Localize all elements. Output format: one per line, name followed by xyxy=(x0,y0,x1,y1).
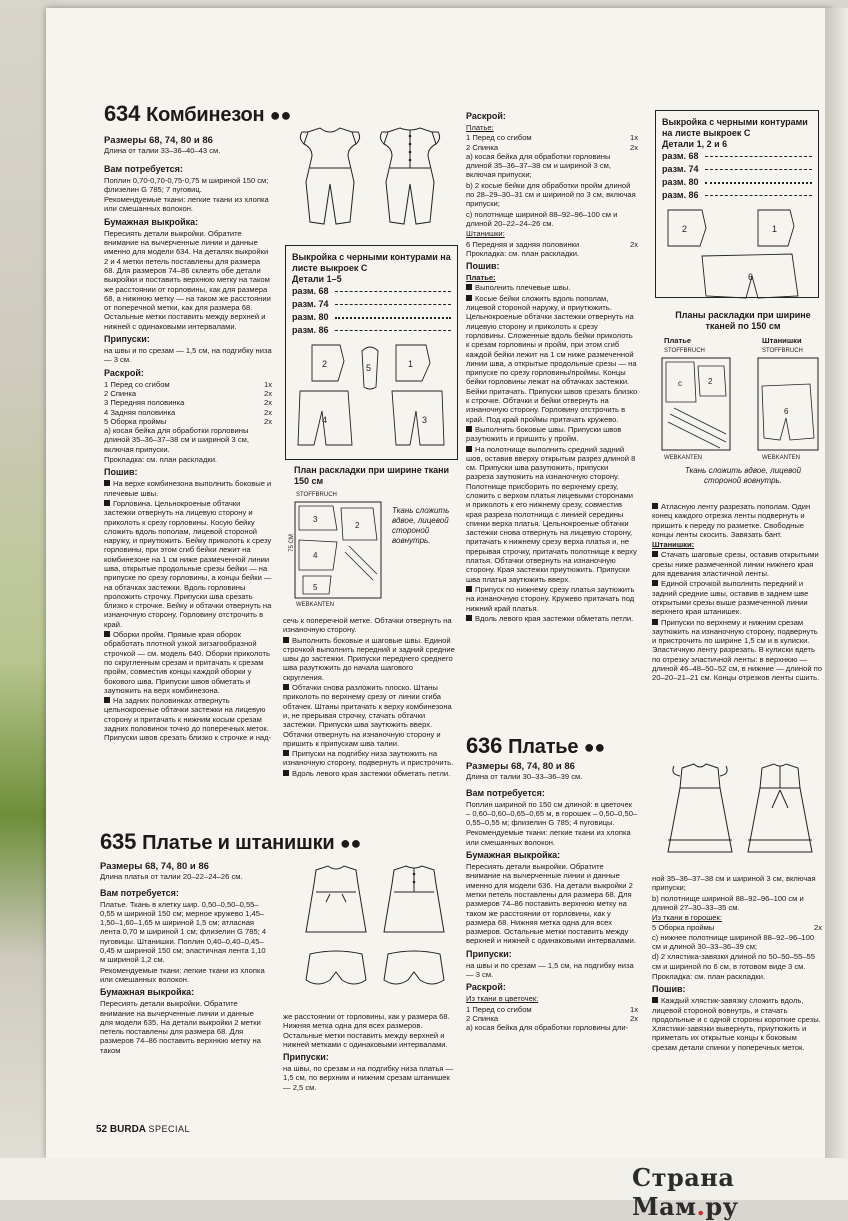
svg-text:2: 2 xyxy=(355,521,360,530)
cut-item: 1 Перед со сгибом 1x xyxy=(466,1004,638,1014)
sewing-heading: Пошив: xyxy=(104,467,138,478)
selvage-label: WEBKANTEN xyxy=(296,602,335,608)
cut-item: 6 Передняя и задняя половинки 2x xyxy=(466,239,638,249)
sewing-step: Припуски по верхнему и нижним срезам заутюжить на изнаночную сторону, подвернуть и пристрочить по ширине 1,5 см и в кулиски. Эластичную ленту разрезать. В кулиски вдеть по отрезку эластичной ленты: в верхнюю — длиной 46–48–50–52 см, в нижние — длиной по 20–20–21–21 см. Концы отрезков ленты сшить. xyxy=(652,617,823,683)
sewing-step: Выполнить боковые и шаговые швы. Единой строчкой выполнить передний и задний средние швы до застежки. Припуски переднего среднего шва разутюжить до начала шагового скругления. xyxy=(283,635,455,682)
pattern-box-title: Выкройка с черными контурами на листе выкроек С xyxy=(292,252,451,273)
cut-item: 3 Передняя половинка 2x xyxy=(104,398,272,408)
sewing-step: Стачать шаговые срезы, оставив открытыми срезы ниже размеченной линии нижнего края для вдевания эластичной ленты. xyxy=(652,550,819,579)
svg-text:c: c xyxy=(678,379,682,388)
cut-note: а) косая бейка для обработки горловины длиной 35–36–37–38 см и шириной 3 см, включая припуски. xyxy=(104,426,249,454)
dress-636-drawing xyxy=(660,760,820,860)
model-634-column-left xyxy=(104,136,272,744)
page-edge-shadow xyxy=(825,8,848,1158)
svg-text:4: 4 xyxy=(313,551,318,560)
cut-note-c: с) полотнище шириной 88–92–96–100 см и длиной 20–22–24–26 см. xyxy=(466,209,618,228)
sewing-continuation: сечь к поперечной метке. Обтачки отвернуть на изнаночную сторону. xyxy=(283,616,452,635)
sewing-step: На задних половинках отвернуть цельнокроеные обтачки застежки на лицевую сторону и притачать к нижним косым срезам задних половинок точно до поперечных меток. Припуски швов срезать близко к строчке и над- xyxy=(104,696,272,743)
svg-text:3: 3 xyxy=(422,415,428,425)
size-legend-80: разм. 80 xyxy=(292,311,451,324)
page-number: 52 xyxy=(96,1124,108,1135)
layout-plans-drawing xyxy=(660,356,820,452)
materials-heading: Вам потребуется: xyxy=(104,163,183,174)
model-635-title: 635 Платье и штанишки ●● xyxy=(100,829,362,854)
width-label: 75 CM xyxy=(288,534,295,552)
svg-text:2: 2 xyxy=(682,224,688,234)
model-number: 634 xyxy=(104,101,141,126)
pattern-text: Пересиять детали выкройки. Обратите внимание на вычерченные линии и данные для модели 635. На детали выкройки 2 метки петель поставлены для размера 68. Для размеров 74–86 поставить верхнюю метку на таком xyxy=(100,999,261,1055)
cut-item: 2 Спинка 2x xyxy=(466,1013,638,1023)
model-634-column-mid xyxy=(283,616,455,779)
svg-text:1: 1 xyxy=(772,224,778,234)
cut-item: 5 Оборка проймы 2x xyxy=(652,923,822,933)
sewing-step: Каждый хлястик-завязку сложить вдоль, лицевой стороной вовнутрь, и стачать продольные и с одной стороны короткие срезы. Хлястики-завязки вывернуть, приутюжить и приметать их открытые концы к боковым срезам детали спинки у поперечных меток. xyxy=(652,996,821,1052)
selvage-label: WEBKANTEN xyxy=(664,455,703,461)
sewing-step: На полотнище выполнить средний задний шов, оставив вверху открытым разрез длиной 8 см. Припуски шва разутюжить, припуски разреза заутюжить на изнаночную сторону. Полотнище присборить по верхнему срезу, сложить с верхом платья лицевыми сторонами и приколоть к его нижнему срезу, совместив края разреза полотнища с линией середины спинки верха платья. Цельнокроеные обтачки застежки снова отвернуть на лицевую сторону, притачать к нижнему срезу верха платья и, не прерывая строчку, притачать полотнище к верху платья. Обтачки отвернуть на изнаночную сторону. Края застежки приутюжить. Припуски шва платья заутюжить вверх. xyxy=(466,444,637,584)
sewing-step: Косые бейки сложить вдоль пополам, лицевой стороной наружу, и приутюжить. Цельнокроеные обтачки застежки отвернуть на лицевую сторону и приколоть к срезу горловины. Сложенные вдоль бейки приколоть к срезам горловины и пройм, при этом сгиб каждой бейки лежит на 1 см ниже размеченной линии шва, а открытые продольные срезы — на припуске по срезу горловины/проймы. Концы бейки горловины лежат на обтачках застежки. Бейки притачать. Припуски швов срезать близко к строчке. Обтачки и бейки отвернуть на изнаночную сторону. Горловину отстрочить в край. Под край проймы притачать кружево. xyxy=(466,293,638,424)
layout-note: Прокладка: см. план раскладки. xyxy=(466,248,580,258)
svg-text:5: 5 xyxy=(366,363,372,373)
materials-heading: Вам потребуется: xyxy=(100,887,179,898)
allowances-heading: Припуски: xyxy=(283,1052,329,1063)
recommended-fabrics: Рекомендуемые ткани: легкие ткани из хлопка или смешанных волокон. xyxy=(100,965,265,984)
difficulty-dots: ●● xyxy=(269,105,292,125)
dress-label: Платье: xyxy=(466,273,496,283)
svg-text:6: 6 xyxy=(748,272,754,282)
pattern-text: Пересиять детали выкройки. Обратите внимание на вычерченные линии и данные именно для модели 634. На деталях выкройки 2 и 4 метки петель поставлены для размера 68. Для размеров 74–86 склеить обе детали выкройки и поставить верхнюю метку на таком же расстоянии от горловины, как для размера 68, а нижнюю метку — на таком же расстоянии от поперечной метки, как для размера 68. Остальные метки поставить между верхней и нижней с одинаковыми интервалами. xyxy=(104,228,271,331)
model-636-column: Размеры 68, 74, 80 и 86 Длина от талии 30–33–36–39 см. Вам потребуется: Поплин шириной по 150 см длиной: в цветочек – 0,60–0,60–0,65–0,65 м, в горошек – 0,50–0,50–0,55–0,55 м; флизелин G 785; 4 пуговицы. Рекомендуемые ткани: легкие ткани из хлопка или смешанных волокон. Бумажная выкройка: Пересиять детали выкройки. Обратите внимание на вычерченные линии и данные именно для модели 636. На детали выкройки 2 метки петель поставлены для размера 68. Для размеров 74–86 поставить верхнюю метку на таком же расстоянии от горловины, как у размера 68. Нижняя метка одна для всех размеров. Остальные метки поставить между верхней и нижней с одинаковыми интервалами. Припуски: на швы и по срезам — 1,5 см, на подгибку низа — 3 см. Раскрой: Из ткани в цветочек: 1 Перед со сгибом 1x 2 Спинка 2x а) косая бейка для обработки горловины дли- xyxy=(466,761,638,1033)
dress-layout-label: Платье xyxy=(664,336,692,345)
sewing-step: Обтачки снова разложить плоско. Штаны приколоть по верхнему срезу от линии сгиба обтачек. Штаны притачать к верху комбинезона и, не прерывая строчку, стачать обтачки застежки. Припуски шва заутюжить вверх. Обтачки отвернуть на изнаночную сторону и пришить к припускам шва талии. xyxy=(283,683,452,748)
layout-plan-634 xyxy=(294,465,464,488)
recommended-fabrics: Рекомендуемые ткани: легкие ткани из хлопка или смешанных волокон. xyxy=(104,195,269,214)
cut-item: 1 Перед со сгибом 1x xyxy=(466,133,638,143)
sewing-step: Вдоль левого края застежки обметать петли. xyxy=(466,614,638,623)
sewing-step: Выполнить плечевые швы. xyxy=(466,283,638,292)
pattern-heading: Бумажная выкройка: xyxy=(100,987,195,998)
brand-name: BURDA xyxy=(109,1124,146,1135)
svg-text:2: 2 xyxy=(708,377,713,386)
fold-label: STOFFBRUCH xyxy=(296,492,337,498)
allowances-heading: Припуски: xyxy=(104,334,150,345)
cut-note-b: b) 2 косые бейки для обработки пройм длиной по 28–29–30–31 см и шириной по 3 см, включая припуски; xyxy=(466,180,636,209)
fold-label: STOFFBRUCH xyxy=(664,348,705,354)
cut-item: 2 Спинка 2x xyxy=(104,388,272,398)
svg-text:4: 4 xyxy=(322,415,328,425)
layout-plan-635: Планы раскладки при ширине тканей по 150 см xyxy=(675,310,811,331)
svg-text:6: 6 xyxy=(784,407,789,416)
model-636-cutting-continued: ной 35–36–37–38 см и шириной 3 см, включая припуски; b) полотнище шириной 88–92–96–100 см и длиной 27–30–33–35 см. Из ткани в горошек: 5 Оборка проймы 2x с) нижнее полотнище шириной 88–92–96–100 см и длиной 30–33–36–39 см; d) 2 хлястика-завязки длиной по 50–50–55–55 см и шириной по 6 см, в готовом виде 3 см. Прокладка: см. план раскладки. Пошив: Каждый хлястик-завязку сложить вдоль, лицевой стороной вовнутрь, и стачать продольные и с одной стороны короткие срезы. Хлястики-завязки вывернуть, приутюжить и приметать их открытые концы к боковым срезам детали спинки у поперечных меток. xyxy=(652,874,822,1052)
svg-text:1: 1 xyxy=(408,359,414,369)
sewing-step: Выполнить боковые швы. Припуски швов разутюжить и пришить у пройм. xyxy=(466,424,622,444)
sewing-step: Припуски на подгибку низа заутюжить на изнаночную сторону, подвернуть и пристрочить. xyxy=(283,749,454,768)
cut-item: 2 Спинка 2x xyxy=(466,142,638,152)
sizes-line: Размеры 68, 74, 80 и 86 xyxy=(104,135,213,146)
layout-plan-drawing xyxy=(293,500,383,600)
pants-layout-label: Штанишки xyxy=(762,336,802,345)
pattern-sheet-box-635: Выкройка с черными контурами на листе выкроек С Детали 1, 2 и 6 разм. 68 разм. 74 разм. 80 разм. 86 2 1 6 xyxy=(655,110,819,298)
layout-plan-title: План раскладки при ширине ткани 150 см xyxy=(294,465,450,486)
cutting-heading: Раскрой: xyxy=(104,367,144,378)
sewing-heading: Пошив: xyxy=(466,261,500,272)
pattern-pieces-drawing xyxy=(292,341,452,451)
materials-text: Поплин 0,70-0,70-0,75-0,75 м шириной 150 см; флизелин G 785; 7 пуговиц. xyxy=(104,175,269,194)
pattern-box-parts: Детали 1–5 xyxy=(292,274,342,284)
model-635-finishing-column xyxy=(652,502,822,684)
model-635-column-mid xyxy=(283,1012,455,1093)
svg-text:5: 5 xyxy=(313,583,318,592)
sewing-step: Вдоль левого края застежки обметать петли. xyxy=(283,769,455,778)
cut-item: 1 Перед со сгибом 1x xyxy=(104,379,272,389)
model-635-column-left xyxy=(100,862,268,1056)
layout-caption: Ткань сложить вдвое, лицевой стороной вовнутрь. xyxy=(684,466,802,485)
sewing-step: На верхе комбинезона выполнить боковые и плечевые швы. xyxy=(104,479,272,498)
edition-name: SPECIAL xyxy=(148,1124,190,1134)
sizes-line: Размеры 68, 74, 80 и 86 xyxy=(100,861,209,872)
model-636-title: 636 Платье ●● xyxy=(466,733,606,758)
cut-item: 5 Оборка проймы 2x xyxy=(104,416,272,426)
sewing-step: Единой строчкой выполнить передний и задний средние швы, оставив в заднем шве открытыми срезы выше размеченной линии верхнего края штанишек. xyxy=(652,579,809,617)
length-line: Длина от талии 33–36–40–43 см. xyxy=(104,146,221,156)
selvage-label: WEBKANTEN xyxy=(762,455,801,461)
layout-note: Прокладка: см. план раскладки. xyxy=(104,455,218,465)
allowances-text: на швы и по срезам — 1,5 см, на подгибку низа — 3 см. xyxy=(104,346,272,365)
cutting-heading: Раскрой: xyxy=(466,111,506,121)
sewing-step: Атласную ленту разрезать пополам. Один конец каждого отрезка ленты подвернуть и пришить к переду по разметке. Свободные концы ленты скосить. Завязать бант. xyxy=(652,502,811,539)
cut-item: 4 Задняя половинка 2x xyxy=(104,407,272,417)
pants-heading: Штанишки: xyxy=(652,540,695,550)
dress-and-bloomers-drawing xyxy=(296,862,456,1012)
model-635-cutting-column xyxy=(466,108,638,624)
pattern-sheet-box-634 xyxy=(285,245,458,460)
svg-text:2: 2 xyxy=(322,359,328,369)
length-line: Длина платья от талии 20–22–24–26 см. xyxy=(100,872,243,882)
layout-caption: Ткань сложить вдвое, лицевой стороной вовнутрь. xyxy=(392,506,450,545)
sewing-step: Припуск по нижнему срезу платья заутюжить на изнаночную сторону. Кружево притачать под нижний край платья. xyxy=(466,584,635,613)
model-634-title xyxy=(104,102,291,127)
pants-label: Штанишки: xyxy=(466,229,505,239)
size-legend-68: разм. 68 xyxy=(292,285,451,298)
allowances-text: на швы, по срезам и на подгибку низа платья — 1,5 см, по верхним и нижним срезам штанишек — 2,5 см. xyxy=(283,1064,454,1092)
materials-text: Платье. Ткань в клетку шир. 0,50–0,50–0,55–0,55 м шириной 150 см; мерное кружево 1,45–1,50–1,60–1,65 м шириной 1,5 см; атласная лента 0,70 м шириной 1 см; флизелин G 785; 4 пуговицы. Штанишки. Поплин 0,40–0,40–0,45–0,45 м шириной 150 см; эластичная лента 1,10 м шириной 1,2 см. xyxy=(100,899,267,965)
pattern-pieces-drawing xyxy=(662,206,812,302)
site-watermark: Страна Мам.ру xyxy=(632,1163,739,1221)
pattern-continuation: же расстоянии от горловины, как у размера 68. Нижняя метка одна для всех размеров. Остальные метки поставить между верхней и нижней метками с одинаковыми интервалами. xyxy=(283,1012,450,1049)
fold-label: STOFFBRUCH xyxy=(762,348,803,354)
size-legend-74: разм. 74 xyxy=(292,298,451,311)
sewing-step: Оборки пройм. Прямые края оборок обработать плотной узкой зигзагообразной строчкой — см. модель 640. Оборки приколоть по скругленным срезам и притачать к срезам пройм, совместив концы каждой оборки у бокового шва. Припуски швов обметать и заутюжить на верх комбинезона. xyxy=(104,630,270,695)
cut-note-a: а) косая бейка для обработки горловины длиной 35–36–37–38 см и шириной 3 см, включая припуски; xyxy=(466,151,611,180)
svg-text:3: 3 xyxy=(313,515,318,524)
dress-label: Платье: xyxy=(466,123,494,132)
size-legend-86: разм. 86 xyxy=(292,324,451,337)
pattern-heading: Бумажная выкройка: xyxy=(104,216,199,227)
model-name: Комбинезон xyxy=(146,104,265,126)
jumpsuit-technical-drawing xyxy=(290,122,450,232)
page-footer xyxy=(96,1124,190,1135)
sewing-step: Горловина. Цельнокроеные обтачки застежки отвернуть на лицевую сторону и приколоть к срезу горловины. Косую бейку сложить вдоль пополам, лицевой стороной наружу, и приутюжить. Бейку приколоть к срезу горловины, при этом сгиб бейки лежит на комбинезоне на 1 см ниже размеченной линии шва, открытые продольные срезы бейки — на припуске по срезу горловины, а концы бейки — на обтачках застежки. Вдоль горловины проложить строчку. Припуски шва срезать близко к строчке. Бейку и обтачки отвернуть на изнаночную сторону. Горловину отстрочить в край. xyxy=(104,498,272,629)
